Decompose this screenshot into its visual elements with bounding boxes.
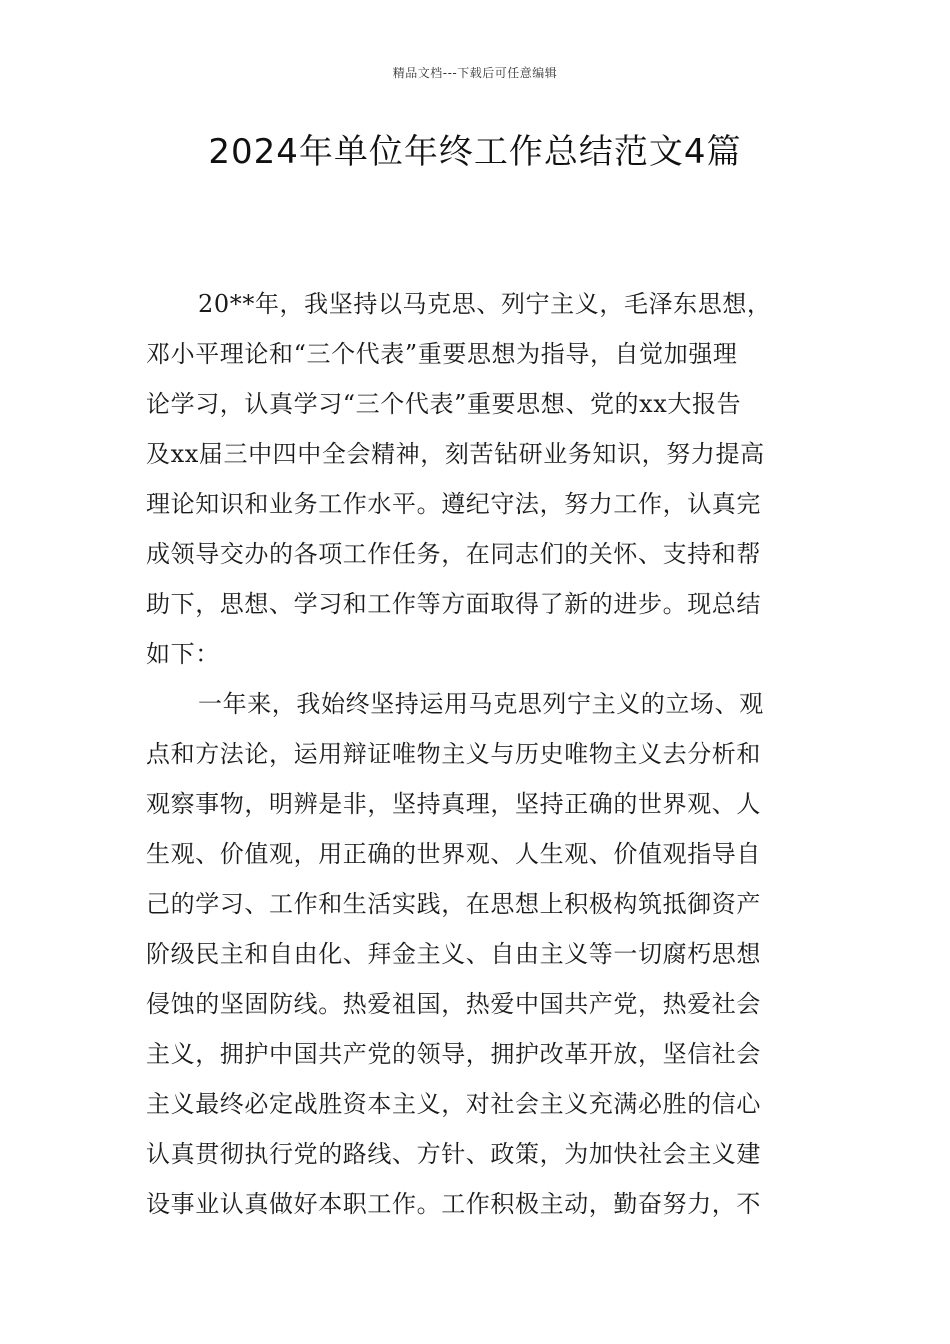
paragraph-line: 阶级民主和自由化、拜金主义、自由主义等一切腐朽思想 [146,940,761,968]
paragraph-line: 论学习，认真学习“三个代表”重要思想、党的xx大报告 [146,390,742,418]
paragraph-line: 助下，思想、学习和工作等方面取得了新的进步。现总结 [146,590,761,618]
header-note: 精品文档---下载后可任意编辑 [392,66,558,80]
paragraph-line: 主义，拥护中国共产党的领导，拥护改革开放，坚信社会 [146,1040,761,1068]
paragraph-line: 观察事物，明辨是非，坚持真理，坚持正确的世界观、人 [146,790,761,818]
paragraph-line: 设事业认真做好本职工作。工作积极主动，勤奋努力，不 [146,1190,761,1218]
paragraph-line: 及xx届三中四中全会精神，刻苦钻研业务知识，努力提高 [146,440,765,468]
document-title: 2024年单位年终工作总结范文4篇 [208,132,742,172]
paragraph-line: 认真贯彻执行党的路线、方针、政策，为加快社会主义建 [146,1140,761,1168]
paragraph-line: 20**年，我坚持以马克思、列宁主义，毛泽东思想， [198,290,772,318]
paragraph-line: 邓小平理论和“三个代表”重要思想为指导，自觉加强理 [146,340,738,368]
paragraph-line: 己的学习、工作和生活实践，在思想上积极构筑抵御资产 [146,890,761,918]
paragraph-line: 点和方法论，运用辩证唯物主义与历史唯物主义去分析和 [146,740,761,768]
paragraph-line: 成领导交办的各项工作任务，在同志们的关怀、支持和帮 [146,540,761,568]
paragraph-line: 理论知识和业务工作水平。遵纪守法，努力工作，认真完 [146,490,761,518]
paragraph-line: 一年来，我始终坚持运用马克思列宁主义的立场、观 [198,690,764,718]
paragraph-line: 侵蚀的坚固防线。热爱祖国，热爱中国共产党，热爱社会 [146,990,761,1018]
paragraph-line: 如下： [146,640,220,668]
document-body [146,279,806,1229]
paragraph-line: 主义最终必定战胜资本主义，对社会主义充满必胜的信心 [146,1090,761,1118]
paragraph-line: 生观、价值观，用正确的世界观、人生观、价值观指导自 [146,840,761,868]
